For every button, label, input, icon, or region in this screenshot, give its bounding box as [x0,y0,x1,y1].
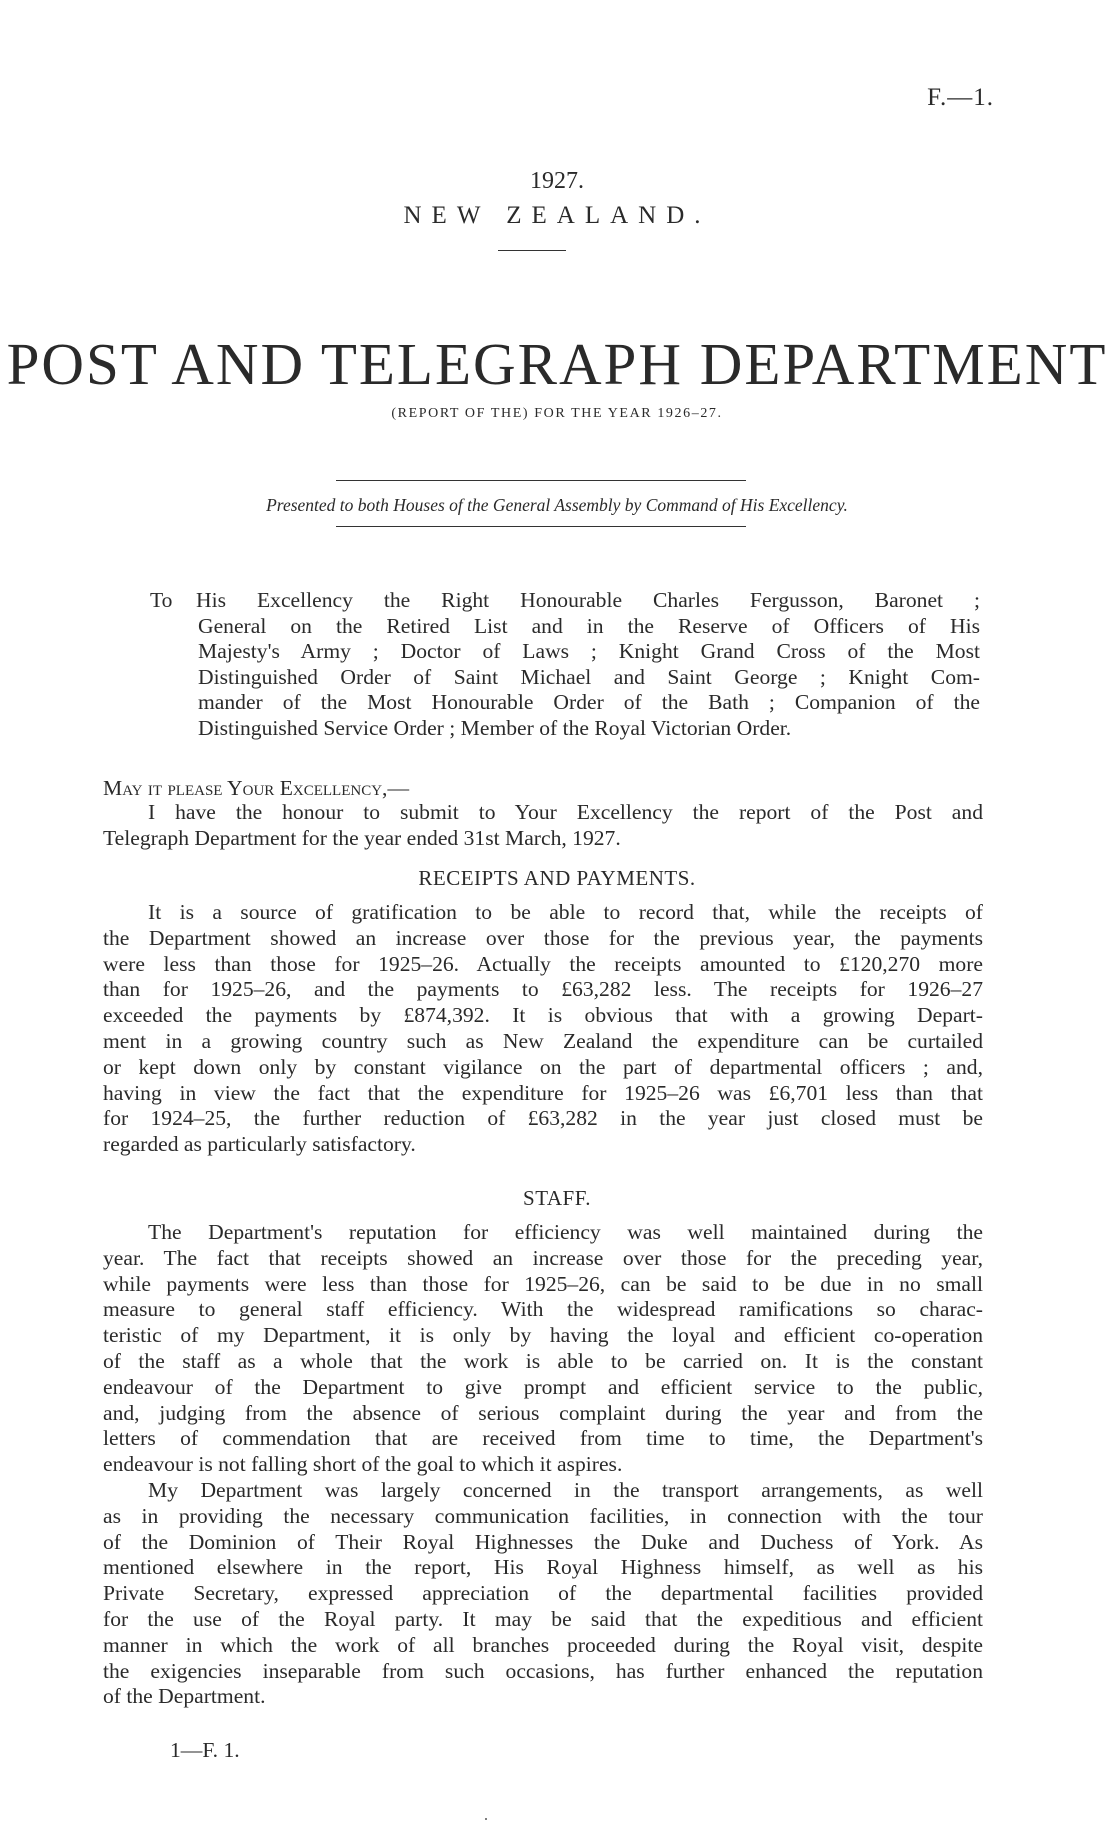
paragraph-line: manner in which the work of all branches proceeded during the Royal visit, despite [103,1632,983,1657]
paragraph-line: having in view the fact that the expenditure for 1925–26 was £6,701 less than that [103,1080,983,1105]
document-year: 1927. [530,168,584,194]
paragraph-line: as in providing the necessary communication facilities, in connection with the tour [103,1503,983,1528]
divider-top [336,480,746,481]
heading-receipts-payments: RECEIPTS AND PAYMENTS. [418,866,696,890]
staff-paragraph-2 [103,1478,983,1710]
paragraph-line: of the staff as a whole that the work is able to be carried on. It is the constant [103,1348,983,1373]
paragraph-line: measure to general staff efficiency. With the widespread ramifications so charac- [103,1297,983,1322]
paragraph-line: I have the honour to submit to Your Excellency the report of the Post and [148,800,983,824]
salutation: May it please Your Excellency,— [103,776,410,800]
divider-bottom [336,526,746,527]
sheet-reference: 1—F. 1. [170,1738,240,1762]
divider-short [498,250,566,251]
paragraph-line: My Department was largely concerned in the transport arrangements, as well [148,1478,983,1502]
paragraph-line: for the use of the Royal party. It may be said that the expeditious and efficient [103,1606,983,1631]
paragraph-line: exceeded the payments by £874,392. It is obvious that with a growing Depart- [103,1003,983,1028]
print-speck [485,1818,487,1820]
paragraph-line: endeavour of the Department to give prompt and efficient service to the public, [103,1374,983,1399]
addressee-line: His Excellency the Right Honourable Charles Fergusson, Baronet ; [196,588,980,612]
addressee-line: General on the Retired List and in the Reserve of Officers of His [198,613,980,638]
paragraph-line: regarded as particularly satisfactory. [103,1132,416,1157]
paragraph-line: endeavour is not falling short of the goal to which it aspires. [103,1452,623,1477]
paragraph-line: The Department's reputation for efficiency was well maintained during the [148,1220,983,1244]
paragraph-line: mentioned elsewhere in the report, His Royal Highness himself, as well as his [103,1555,983,1580]
paragraph-line: the exigencies inseparable from such occasions, has further enhanced the reputation [103,1658,983,1683]
paragraph-line: the Department showed an increase over those for the previous year, the payments [103,925,983,950]
addressee-line: Distinguished Order of Saint Michael and Saint George ; Knight Com- [198,664,980,689]
paragraph-line: or kept down only by constant vigilance on the part of departmental officers ; and, [103,1054,983,1079]
heading-staff: STAFF. [523,1186,591,1210]
staff-paragraph-1 [103,1220,983,1478]
addressee-to: To [150,588,173,612]
paragraph-line: It is a source of gratification to be able to record that, while the receipts of [148,900,983,924]
document-subtitle: (REPORT OF THE) FOR THE YEAR 1926–27. [391,406,723,421]
intro-paragraph [103,800,983,852]
addressee-line: Majesty's Army ; Doctor of Laws ; Knight Grand Cross of the Most [198,639,980,663]
paragraph-line: of the Dominion of Their Royal Highnesses the Duke and Duchess of York. As [103,1529,983,1554]
paragraph-line: were less than those for 1925–26. Actually the receipts amounted to £120,270 more [103,951,983,976]
paragraph-line: and, judging from the absence of serious complaint during the year and from the [103,1400,983,1425]
paragraph-line: Telegraph Department for the year ended 31st March, 1927. [103,825,621,850]
presented-line: Presented to both Houses of the General Assembly by Command of His Excellency. [266,495,848,515]
paragraph-line: teristic of my Department, it is only by having the loyal and efficient co-operation [103,1323,983,1348]
paragraph-line: for 1924–25, the further reduction of £63,282 in the year just closed must be [103,1106,983,1131]
addressee-text [198,588,980,741]
paragraph-line: letters of commendation that are received from time to time, the Department's [103,1426,983,1451]
addressee-line: Distinguished Service Order ; Member of the Royal Victorian Order. [198,715,792,740]
paragraph-line: than for 1925–26, and the payments to £63,282 less. The receipts for 1926–27 [103,977,983,1002]
paragraph-line: year. The fact that receipts showed an increase over those for the preceding year, [103,1245,983,1270]
paragraph-line: Private Secretary, expressed appreciation of the departmental facilities provided [103,1581,983,1606]
document-title: POST AND TELEGRAPH DEPARTMENT [6,331,1108,397]
paragraph-line: ment in a growing country such as New Zealand the expenditure can be curtailed [103,1028,983,1053]
paragraph-line: while payments were less than those for 1925–26, can be said to be due in no small [103,1271,983,1296]
paragraph-line: of the Department. [103,1684,266,1709]
page-reference: F.—1. [927,84,994,111]
country-name: NEW ZEALAND. [403,202,711,229]
addressee-block [150,588,980,741]
addressee-line: mander of the Most Honourable Order of the Bath ; Companion of the [198,690,980,714]
receipts-paragraph [103,900,983,1158]
